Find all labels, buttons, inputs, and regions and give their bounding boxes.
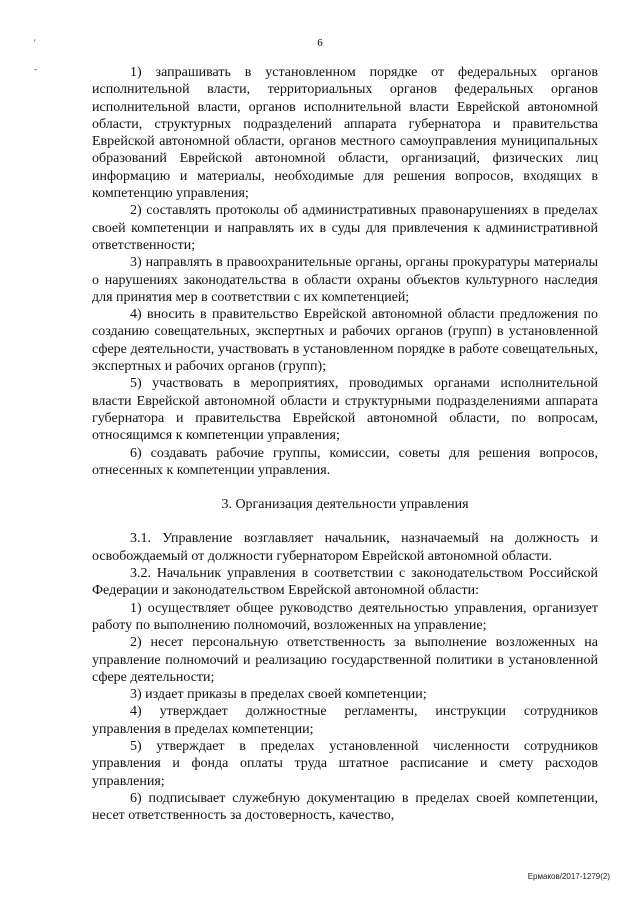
paragraph: 3.1. Управление возглавляет начальник, назначаемый на должность и освобождаемый от должности губернатором Еврейской автономной области. <box>92 531 598 564</box>
paragraph: 3.2. Начальник управления в соответствии с законодательством Российской Федерации и законодательством Еврейской автономной области: <box>92 566 598 599</box>
paragraph: 4) вносить в правительство Еврейской автономной области предложения по созданию совещательных, экспертных и рабочих органов (групп) в установленной сфере деятельности, участвовать в установленном порядке в работе совещательных, экспертных и рабочих органов (групп); <box>92 307 598 375</box>
paragraph: 6) подписывает служебную документацию в пределах своей компетенции, несет ответственность за достоверность, качество, <box>92 790 598 824</box>
margin-mark: ' <box>34 38 36 48</box>
page-number: 6 <box>317 37 323 49</box>
paragraph: 4) утверждает должностные регламенты, инструкции сотрудников управления в пределах компетенции; <box>92 704 598 737</box>
document-code: Ермаков/2017-1279(2) <box>527 872 610 881</box>
margin-mark: - <box>34 64 37 74</box>
paragraph: 1) запрашивать в установленном порядке от федеральных органов исполнительной власти, территориальных органов федеральных органов исполнительной власти, органов исполнительной власти Еврейской автономной области, структурных подразделений аппарата губернатора и правительства Еврейской автономной области, органов местного самоуправления муниципальных образований Еврейской автономной области, организаций, физических лиц информацию и материалы, необходимые для решения вопросов, входящих в компетенцию управления; <box>92 65 598 202</box>
paragraph: 5) участвовать в мероприятиях, проводимых органами исполнительной власти Еврейской автономной области и структурными подразделениями аппарата губернатора и правительства Еврейской автономной области, по вопросам, относящимся к компетенции управления; <box>92 376 598 444</box>
paragraph: 3) издает приказы в пределах своей компетенции; <box>130 687 427 703</box>
paragraph: 6) создавать рабочие группы, комиссии, советы для решения вопросов, отнесенных к компетенции управления. <box>92 445 598 478</box>
paragraph: 2) несет персональную ответственность за выполнение возложенных на управление полномочий и реализацию государственной политики в установленной сфере деятельности; <box>92 635 598 685</box>
paragraph: 5) утверждает в пределах установленной численности сотрудников управления и фонда оплаты труда штатное расписание и смету расходов управления; <box>92 738 598 789</box>
paragraph: 2) составлять протоколы об административных правонарушениях в пределах своей компетенции и направлять их в суды для привлечения к административной ответственности; <box>92 203 598 253</box>
document-body <box>92 64 598 824</box>
paragraph: 3) направлять в правоохранительные органы, органы прокуратуры материалы о нарушениях законодательства в области охраны объектов культурного наследия для принятия мер в соответствии с их компетенцией; <box>92 255 598 305</box>
section-heading: 3. Организация деятельности управления <box>221 497 469 513</box>
paragraph: 1) осуществляет общее руководство деятельностью управления, организует работу по выполнению полномочий, возложенных на управление; <box>92 600 598 633</box>
